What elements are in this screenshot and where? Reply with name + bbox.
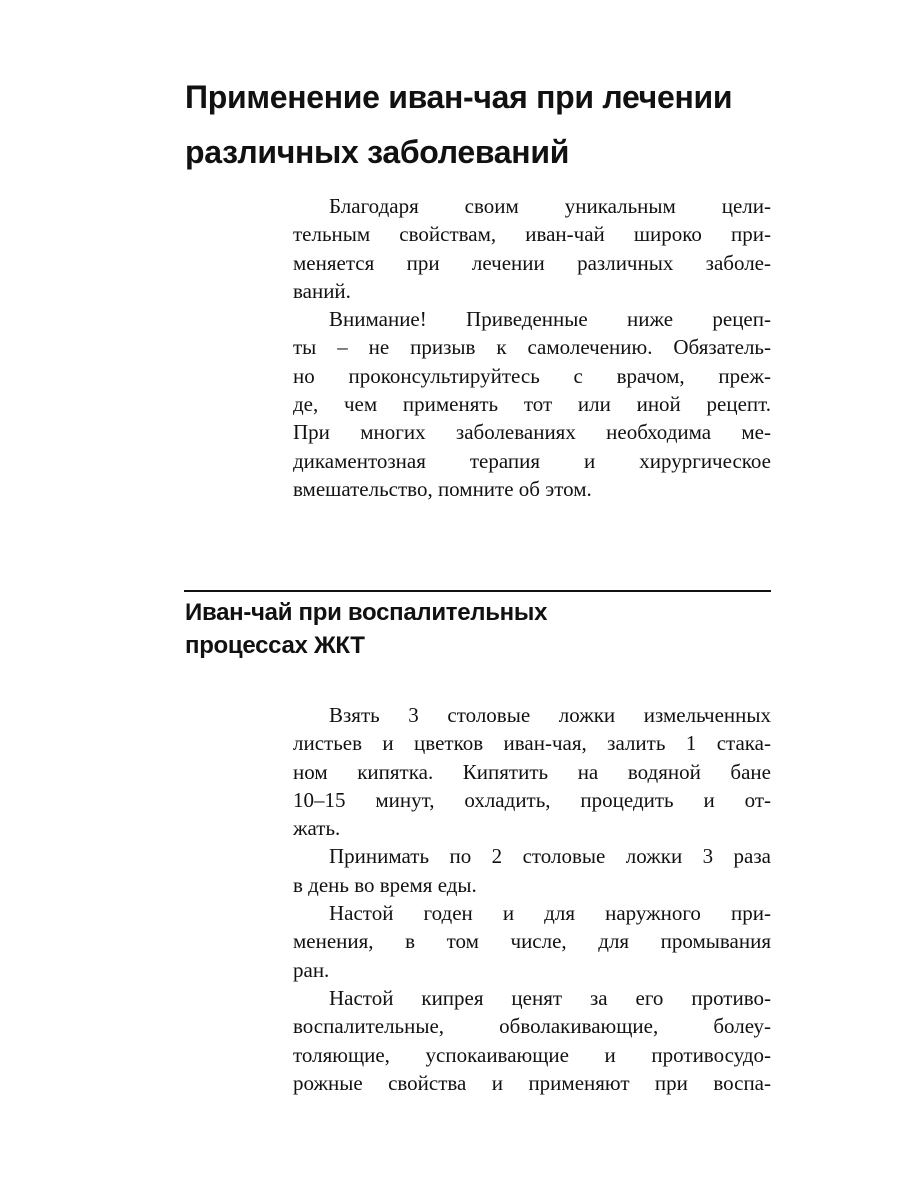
text-line: ном кипятка. Кипятить на водяной бане bbox=[293, 759, 771, 784]
properties-paragraph bbox=[293, 984, 771, 1097]
recipe-text bbox=[293, 701, 771, 1097]
text-line: рожные свойства и применяют при воспа- bbox=[293, 1070, 771, 1095]
text-line: ваний. bbox=[293, 278, 351, 303]
dosage-paragraph bbox=[293, 842, 771, 899]
text-line: дикаментозная терапия и хирургическое bbox=[293, 448, 771, 473]
chapter-title-line: различных заболеваний bbox=[185, 134, 570, 170]
intro-text bbox=[293, 192, 771, 503]
text-line: Благодаря своим уникальным цели- bbox=[329, 194, 771, 218]
text-line: но проконсультируйтесь с врачом, преж- bbox=[293, 363, 771, 388]
text-line: Принимать по 2 столовые ложки 3 раза bbox=[329, 844, 771, 869]
text-line: жать. bbox=[293, 816, 341, 841]
section-title-line: процессах ЖКТ bbox=[185, 632, 365, 659]
text-line: Внимание! Приведенные ниже рецеп- bbox=[329, 307, 771, 332]
section-divider bbox=[184, 590, 771, 592]
text-line: Настой кипрея ценят за его противо- bbox=[329, 985, 771, 1010]
text-line: листьев и цветков иван-чая, залить 1 стака- bbox=[293, 731, 771, 756]
text-line: меняется при лечении различных заболе- bbox=[293, 250, 771, 275]
text-line: ран. bbox=[293, 957, 330, 982]
chapter-title bbox=[185, 70, 785, 180]
text-line: толяющие, успокаивающие и противосудо- bbox=[293, 1042, 771, 1067]
text-line: в день во время еды. bbox=[293, 872, 477, 897]
warning-paragraph bbox=[293, 305, 771, 503]
text-line: 10–15 минут, охладить, процедить и от- bbox=[293, 787, 771, 812]
intro-paragraph bbox=[293, 192, 771, 305]
text-line: ты – не призыв к самолечению. Обязатель- bbox=[293, 335, 771, 360]
chapter-title-line: Применение иван-чая при лечении bbox=[185, 79, 733, 115]
text-line: воспалительные, обволакивающие, болеу- bbox=[293, 1014, 771, 1039]
text-line: тельным свойствам, иван-чай широко при- bbox=[293, 222, 771, 247]
text-line: менения, в том числе, для промывания bbox=[293, 929, 771, 954]
recipe-paragraph bbox=[293, 701, 771, 842]
text-line: При многих заболеваниях необходима ме- bbox=[293, 420, 771, 445]
text-line: Настой годен и для наружного при- bbox=[329, 901, 771, 926]
text-line: вмешательство, помните об этом. bbox=[293, 476, 592, 501]
text-line: де, чем применять тот или иной рецепт. bbox=[293, 392, 771, 417]
external-use-paragraph bbox=[293, 899, 771, 984]
section-title-line: Иван-чай при воспалительных bbox=[185, 599, 548, 626]
section-title bbox=[185, 596, 785, 662]
text-line: Взять 3 столовые ложки измельченных bbox=[329, 703, 771, 727]
